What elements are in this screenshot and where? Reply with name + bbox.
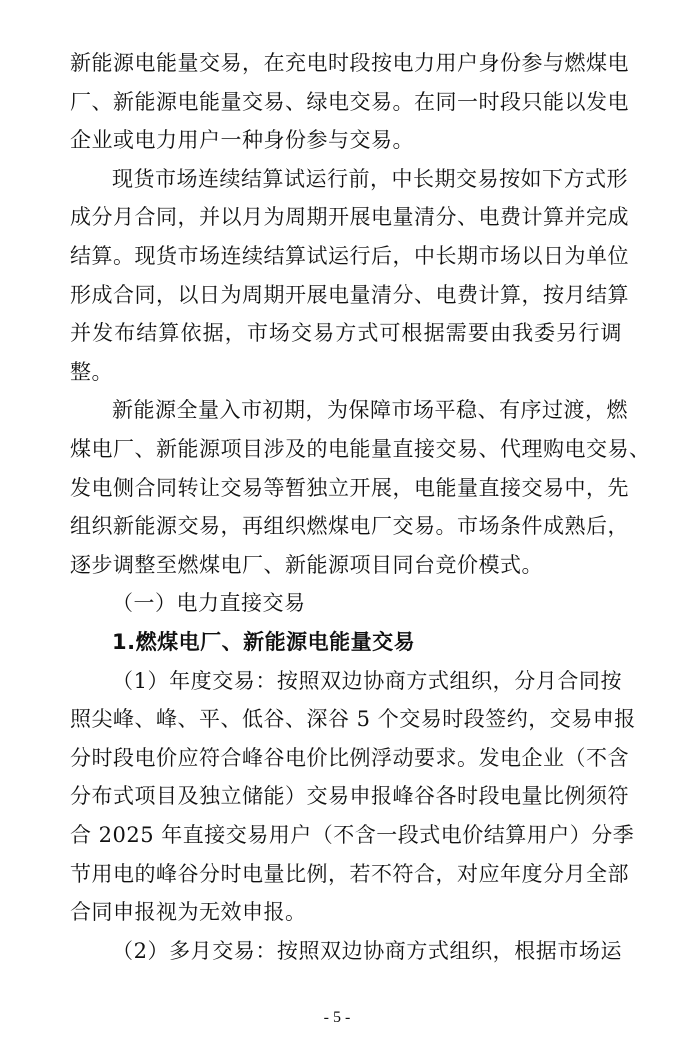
subsection-heading: 1.燃煤电厂、新能源电能量交易 — [112, 630, 416, 654]
text-line: 分布式项目及独立储能）交易申报峰谷各时段电量比例须符 — [70, 784, 629, 808]
text-line: 新能源全量入市初期，为保障市场平稳、有序过渡，燃 — [112, 398, 628, 422]
text-line: 成分月合同，并以月为周期开展电量清分、电费计算并完成 — [70, 205, 629, 229]
text-line: 煤电厂、新能源项目涉及的电能量直接交易、代理购电交易、 — [70, 437, 651, 461]
text-line: 新能源电能量交易，在充电时段按电力用户身份参与燃煤电 — [70, 51, 629, 75]
text-line: （1）年度交易：按照双边协商方式组织，分月合同按 — [112, 669, 622, 693]
text-line: 组织新能源交易，再组织燃煤电厂交易。市场条件成熟后， — [70, 514, 629, 538]
text-line: 逐步调整至燃煤电厂、新能源项目同台竞价模式。 — [70, 553, 543, 577]
text-line: 节用电的峰谷分时电量比例，若不符合，对应年度分月全部 — [70, 862, 629, 886]
section-heading: （一）电力直接交易 — [112, 591, 306, 615]
text-line: 合 2025 年直接交易用户（不含一段式电价结算用户）分季 — [70, 823, 635, 847]
text-line: 企业或电力用户一种身份参与交易。 — [70, 128, 414, 152]
text-line: 现货市场连续结算试运行前，中长期交易按如下方式形 — [112, 167, 628, 191]
text-line: 发电侧合同转让交易等暂独立开展，电能量直接交易中，先 — [70, 476, 629, 500]
text-line: （2）多月交易：按照双边协商方式组织，根据市场运 — [112, 939, 622, 963]
text-line: 合同申报视为无效申报。 — [70, 900, 307, 924]
text-line: 厂、新能源电能量交易、绿电交易。在同一时段只能以发电 — [70, 90, 629, 114]
text-line: 整。 — [70, 360, 113, 384]
text-line: 并发布结算依据，市场交易方式可根据需要由我委另行调 — [70, 321, 622, 345]
text-line: 结算。现货市场连续结算试运行后，中长期市场以日为单位 — [70, 244, 629, 268]
page-number: - 5 - — [323, 1009, 351, 1026]
text-line: 分时段电价应符合峰谷电价比例浮动要求。发电企业（不含 — [70, 746, 629, 770]
text-line: 形成合同，以日为周期开展电量清分、电费计算，按月结算 — [70, 283, 629, 307]
text-line: 照尖峰、峰、平、低谷、深谷 5 个交易时段签约，交易申报 — [70, 707, 636, 731]
